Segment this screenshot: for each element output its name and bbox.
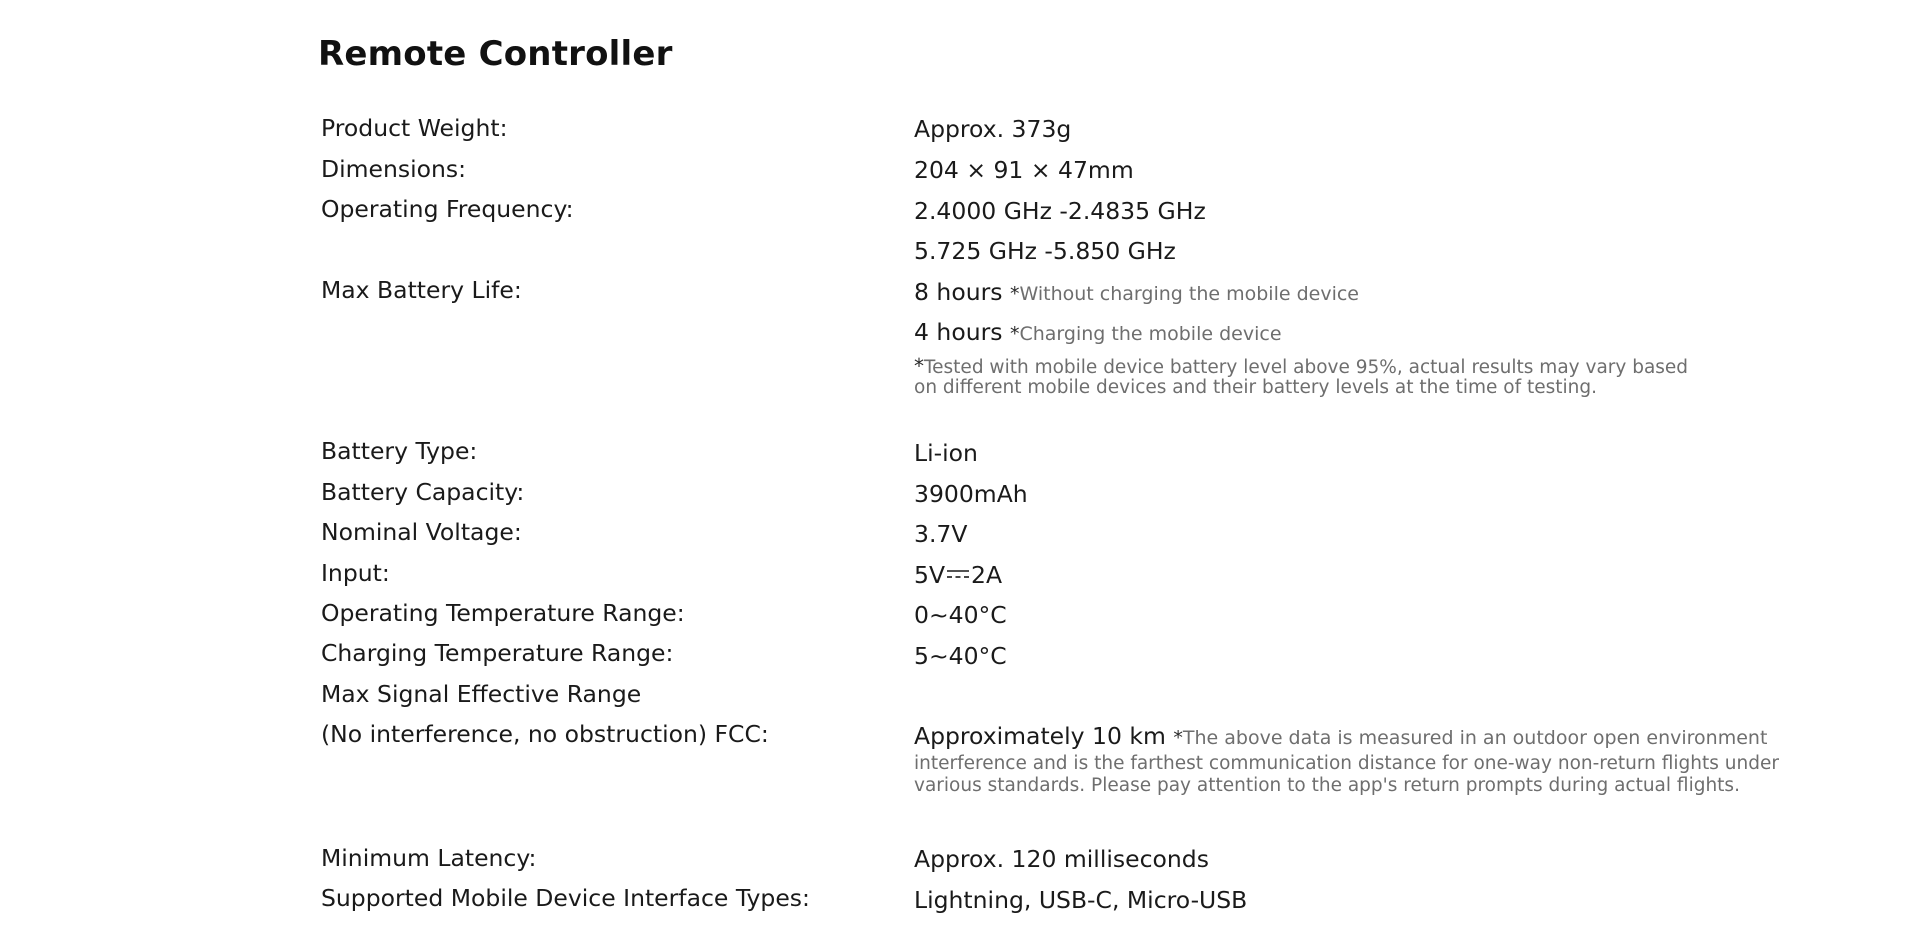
spec-label-minimum-latency: Minimum Latency:: [321, 844, 537, 872]
spec-label-interface-types: Supported Mobile Device Interface Types:: [321, 884, 810, 912]
battery-life-note-1: Without charging the mobile device: [1019, 283, 1359, 305]
spec-label-battery-capacity: Battery Capacity:: [321, 478, 525, 506]
battery-life-hours-1: 8 hours: [914, 278, 1003, 306]
spec-label-product-weight: Product Weight:: [321, 114, 508, 142]
spec-value-interface-types: Lightning, USB-C, Micro-USB: [914, 886, 1248, 914]
signal-range-footnote-line-1: interference and is the farthest communication distance for one-way non-return flights under: [914, 753, 1779, 774]
spec-label-max-battery-life: Max Battery Life:: [321, 276, 522, 304]
signal-range-footnote-line-2: various standards. Please pay attention to the app's return prompts during actual flights.: [914, 775, 1740, 796]
spec-value-frequency-band-1: 2.4000 GHz -2.4835 GHz: [914, 197, 1206, 225]
spec-label-max-signal-range-condition: (No interference, no obstruction) FCC:: [321, 720, 769, 748]
spec-value-dimensions: 204 × 91 × 47mm: [914, 156, 1134, 184]
spec-label-max-signal-range: Max Signal Effective Range: [321, 680, 642, 708]
note-asterisk: *: [1009, 323, 1020, 345]
spec-value-product-weight: Approx. 373g: [914, 115, 1072, 143]
spec-label-input: Input:: [321, 559, 390, 587]
spec-value-input: [914, 560, 1002, 590]
signal-range-distance: Approximately 10 km: [914, 722, 1166, 750]
note-asterisk: *: [1173, 727, 1183, 749]
spec-label-charging-temperature: Charging Temperature Range:: [321, 639, 674, 667]
spec-label-dimensions: Dimensions:: [321, 155, 467, 183]
spec-label-nominal-voltage: Nominal Voltage:: [321, 518, 522, 546]
battery-life-note-2: Charging the mobile device: [1019, 323, 1282, 345]
note-asterisk: *: [1009, 283, 1020, 305]
spec-value-max-signal-range: [914, 721, 1767, 753]
spec-value-operating-temperature: 0~40°C: [914, 601, 1007, 629]
battery-life-hours-2: 4 hours: [914, 318, 1003, 346]
dc-current-symbol-icon: [946, 568, 970, 580]
spec-label-operating-temperature: Operating Temperature Range:: [321, 599, 685, 627]
spec-label-battery-type: Battery Type:: [321, 437, 478, 465]
signal-range-note: The above data is measured in an outdoor open environment: [1182, 727, 1768, 749]
footnote-text: Tested with mobile device battery level above 95%, actual results may vary based: [924, 357, 1689, 378]
input-current: 2A: [971, 561, 1003, 589]
battery-life-footnote-line-1: [914, 355, 1688, 379]
page-title: Remote Controller: [318, 34, 673, 74]
battery-life-footnote-line-2: on different mobile devices and their battery levels at the time of testing.: [914, 377, 1597, 398]
spec-value-charging-temperature: 5~40°C: [914, 642, 1007, 670]
spec-value-battery-capacity: 3900mAh: [914, 480, 1028, 508]
spec-value-minimum-latency: Approx. 120 milliseconds: [914, 845, 1209, 873]
spec-value-nominal-voltage: 3.7V: [914, 520, 968, 548]
spec-value-battery-type: Li-ion: [914, 439, 978, 467]
spec-value-frequency-band-2: 5.725 GHz -5.850 GHz: [914, 237, 1176, 265]
spec-label-operating-frequency: Operating Frequency:: [321, 195, 574, 223]
spec-value-battery-life-2: [914, 317, 1282, 349]
spec-value-battery-life-1: [914, 277, 1359, 309]
footnote-asterisk: *: [914, 354, 924, 378]
input-voltage: 5V: [914, 561, 946, 589]
